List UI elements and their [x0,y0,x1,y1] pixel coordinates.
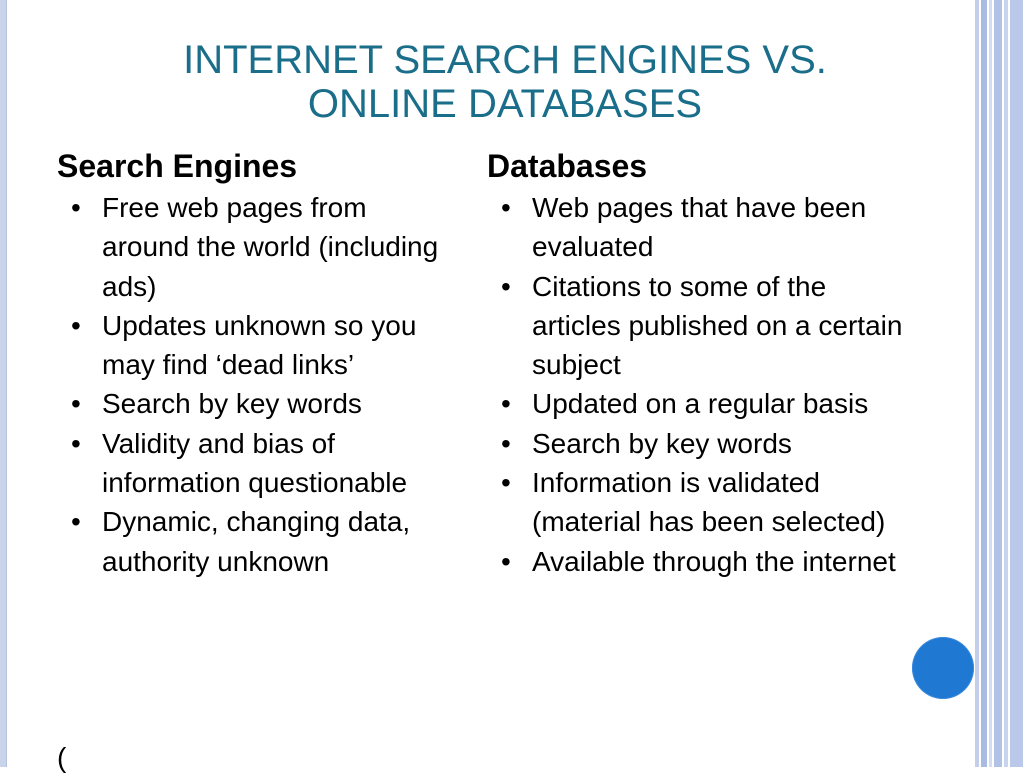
slide-title-line-1: INTERNET SEARCH ENGINES VS. [183,38,827,82]
slide-title [60,38,950,126]
databases-list [487,188,907,581]
list-item-text: Web pages that have been evaluated [532,192,867,263]
bullet-icon: • [71,192,81,223]
list-item [57,424,447,503]
list-item [57,306,447,385]
bullet-icon: • [71,427,81,459]
list-item [487,542,907,581]
bullet-icon: • [501,270,511,302]
databases-column [487,144,907,581]
bullet-icon: • [501,427,511,459]
list-item [487,267,907,385]
list-item-text: Free web pages from around the world (including ads) [102,192,439,302]
list-item-text: Search by key words [532,427,792,459]
list-item [487,463,907,542]
list-item-text: Dynamic, changing data, authority unknown [102,506,411,577]
search-engines-heading: Search Engines [57,148,298,184]
list-item [487,424,907,463]
bullet-icon: • [71,506,81,538]
list-item [57,384,447,423]
accent-circle [912,637,974,699]
list-item-text: Validity and bias of information questionable [102,427,408,499]
list-item-text: Search by key words [102,388,362,420]
bullet-icon: • [501,388,511,420]
stray-text: ( [57,742,67,773]
list-item [57,502,447,581]
list-item [57,188,447,306]
databases-heading: Databases [487,148,648,184]
right-decorative-border [975,0,1023,767]
list-item-text: Available through the internet [532,545,896,577]
search-engines-column [57,144,447,581]
slide-title-line-2: ONLINE DATABASES [307,82,703,126]
bullet-icon: • [501,545,511,577]
bullet-icon: • [71,388,81,420]
bullet-icon: • [71,309,81,341]
bullet-icon: • [501,467,511,499]
list-item [487,188,907,267]
list-item-text: Citations to some of the articles published on a certain subject [532,270,903,381]
left-edge-border [0,0,7,767]
list-item-text: Information is validated (material has been selected) [532,467,886,538]
list-item-text: Updates unknown so you may find ‘dead links’ [102,309,417,381]
list-item [487,384,907,423]
bullet-icon: • [501,192,511,223]
search-engines-list [57,188,447,581]
list-item-text: Updated on a regular basis [532,388,869,420]
